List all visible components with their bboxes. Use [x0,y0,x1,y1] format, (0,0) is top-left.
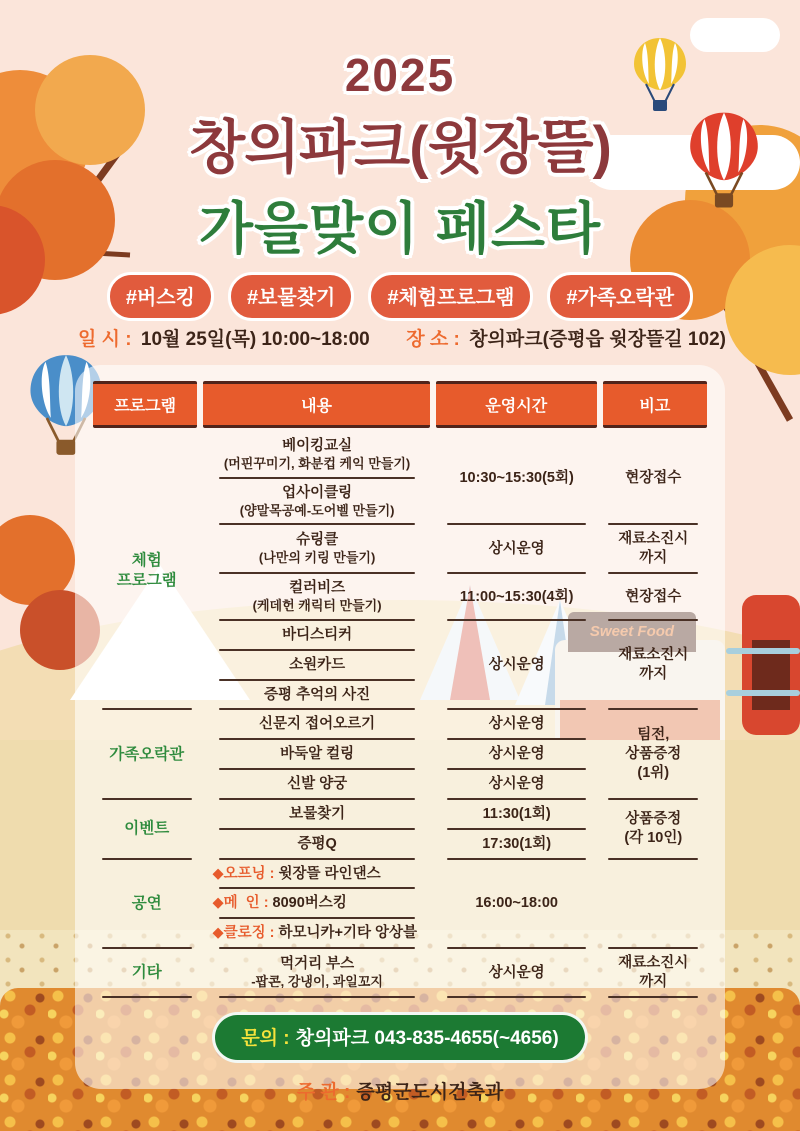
content-prefix: ◆클로징 : [212,925,279,942]
content-line: 슈링클 [296,532,339,549]
column-header: 내용 [203,381,429,428]
content-text: 하모니카+기타 앙상블 [278,925,418,942]
contact-value: 창의파크 043-835-4655(~4656) [295,1027,559,1049]
date-label: 일 시 : [78,329,132,350]
time-cell [434,740,600,770]
time-line: 17:30(1회) [482,835,552,852]
column-header: 비고 [603,381,707,428]
content-cell [200,525,433,574]
note-cell [600,525,707,574]
date-value: 10월 25일(목) 10:00~18:00 [140,329,370,350]
note-cell [600,621,707,711]
note-line: 재료소진시 [618,531,689,548]
hashtag-row [0,272,800,321]
table-row [93,800,707,830]
host-label: 주 관 : [296,1081,351,1103]
table-row [93,710,707,740]
hashtag-pill: #버스킹 [107,272,214,321]
poster-year: 2025 [344,49,456,101]
table-row [93,949,707,998]
note-cell [600,432,707,525]
note-line: 까지 [639,550,668,567]
program-schedule-card [75,365,725,1103]
content-line: -팝콘, 강냉이, 과일꼬지 [251,973,383,989]
place-label: 장 소 : [406,329,460,350]
time-line: 상시운영 [488,964,545,981]
content-line: 증평Q [297,835,337,852]
cloud [690,18,780,52]
poster-title-line2: 가을맞이 페스타 [198,197,602,260]
content-cell [200,479,433,526]
program-group-label [93,800,200,860]
time-line: 상시운영 [488,656,545,673]
table-row [93,860,707,890]
content-cell [200,889,433,919]
content-cell [200,574,433,621]
content-cell [200,621,433,651]
table-row [93,432,707,479]
content-cell [200,681,433,711]
contact-label: 문의 : [241,1027,290,1049]
content-line: 소원카드 [289,656,346,673]
time-cell [434,621,600,711]
content-cell [200,432,433,479]
content-line: 컬러비즈 [289,580,346,597]
note-line: 재료소진시 [618,955,689,972]
content-cell [200,651,433,681]
content-cell [200,860,433,890]
time-cell [434,432,600,525]
content-line: 먹거리 부스 [280,956,355,973]
time-cell [434,525,600,574]
content-line: (케데헌 캐릭터 만들기) [252,598,382,613]
hashtag-pill: #가족오락관 [547,272,693,321]
time-cell [434,770,600,800]
poster-title-line1: 창의파크(윗장뜰) [189,115,611,180]
content-text: 윗장뜰 라인댄스 [278,865,381,882]
program-group-label [93,949,200,998]
time-line: 16:00~18:00 [475,895,558,912]
content-line: (머핀꾸미기, 화분컵 케익 만들기) [223,455,411,471]
place-value: 창의파크(증평읍 윗장뜰길 102) [469,329,726,350]
time-line: 11:30(1회) [482,805,551,822]
program-group-label [93,860,200,950]
host-value: 증평군도시건축과 [356,1081,504,1103]
note-line: 팀전, [637,727,670,744]
group-label-line: 가족오락관 [109,745,185,763]
content-line: 베이킹교실 [282,438,353,454]
content-cell [200,949,433,998]
content-line: 업사이클링 [282,484,353,501]
time-line: 10:30~15:30(5회) [459,469,574,486]
note-cell [600,800,707,860]
note-cell [600,710,707,800]
note-line: 재료소진시 [618,647,689,664]
content-line: 보물찾기 [289,805,346,822]
content-prefix: ◆메 인 : [212,895,273,912]
note-line: 현장접수 [625,469,682,486]
time-cell [434,860,600,950]
content-line: 신문지 접어오르기 [259,716,376,733]
content-cell [200,770,433,800]
time-line: 상시운영 [488,540,545,557]
time-line: 상시운영 [488,776,545,793]
note-line: 상품증정 [625,811,682,828]
time-line: 11:00~15:30(4회) [459,588,574,605]
content-cell [200,919,433,949]
content-text: 8090버스킹 [272,895,347,912]
program-group-label [93,710,200,800]
contact-pill [212,1012,587,1063]
program-group-label [93,432,200,710]
program-table-body [93,432,707,998]
note-line: (각 10인) [624,830,683,847]
group-label-line: 기타 [131,963,162,981]
note-line: 까지 [639,666,668,683]
time-cell [434,830,600,860]
table-header-row [93,381,707,428]
host-line [93,1077,707,1104]
note-cell [600,574,707,621]
hashtag-pill: #보물찾기 [228,272,354,321]
content-cell [200,800,433,830]
content-line: 바디스티커 [282,626,353,643]
note-line: 까지 [639,974,668,991]
column-header: 프로그램 [93,381,197,428]
group-label-line: 체험 [131,551,162,569]
note-cell [600,949,707,998]
content-cell [200,830,433,860]
group-label-line: 공연 [131,894,162,912]
time-cell [434,800,600,830]
group-label-line: 프로그램 [116,571,177,589]
content-cell [200,740,433,770]
note-cell [600,860,707,950]
content-line: 증평 추억의 사진 [264,686,371,703]
hashtag-pill: #체험프로그램 [368,272,533,321]
time-line: 상시운영 [488,746,545,763]
content-line: 신발 양궁 [287,776,348,793]
time-cell [434,949,600,998]
content-line: (양말목공예-도어벨 만들기) [239,502,395,518]
time-line: 상시운영 [488,716,545,733]
content-cell [200,710,433,740]
program-table [93,432,707,998]
content-prefix: ◆오프닝 : [212,865,279,882]
note-line: (1위) [637,765,670,782]
column-header: 운영시간 [436,381,597,428]
content-line: (나만의 키링 만들기) [258,550,376,566]
note-line: 상품증정 [625,746,682,763]
group-label-line: 이벤트 [124,820,170,838]
note-line: 현장접수 [625,588,682,605]
event-info-line [0,324,800,351]
time-cell [434,710,600,740]
content-line: 바둑알 컬링 [280,746,355,763]
time-cell [434,574,600,621]
